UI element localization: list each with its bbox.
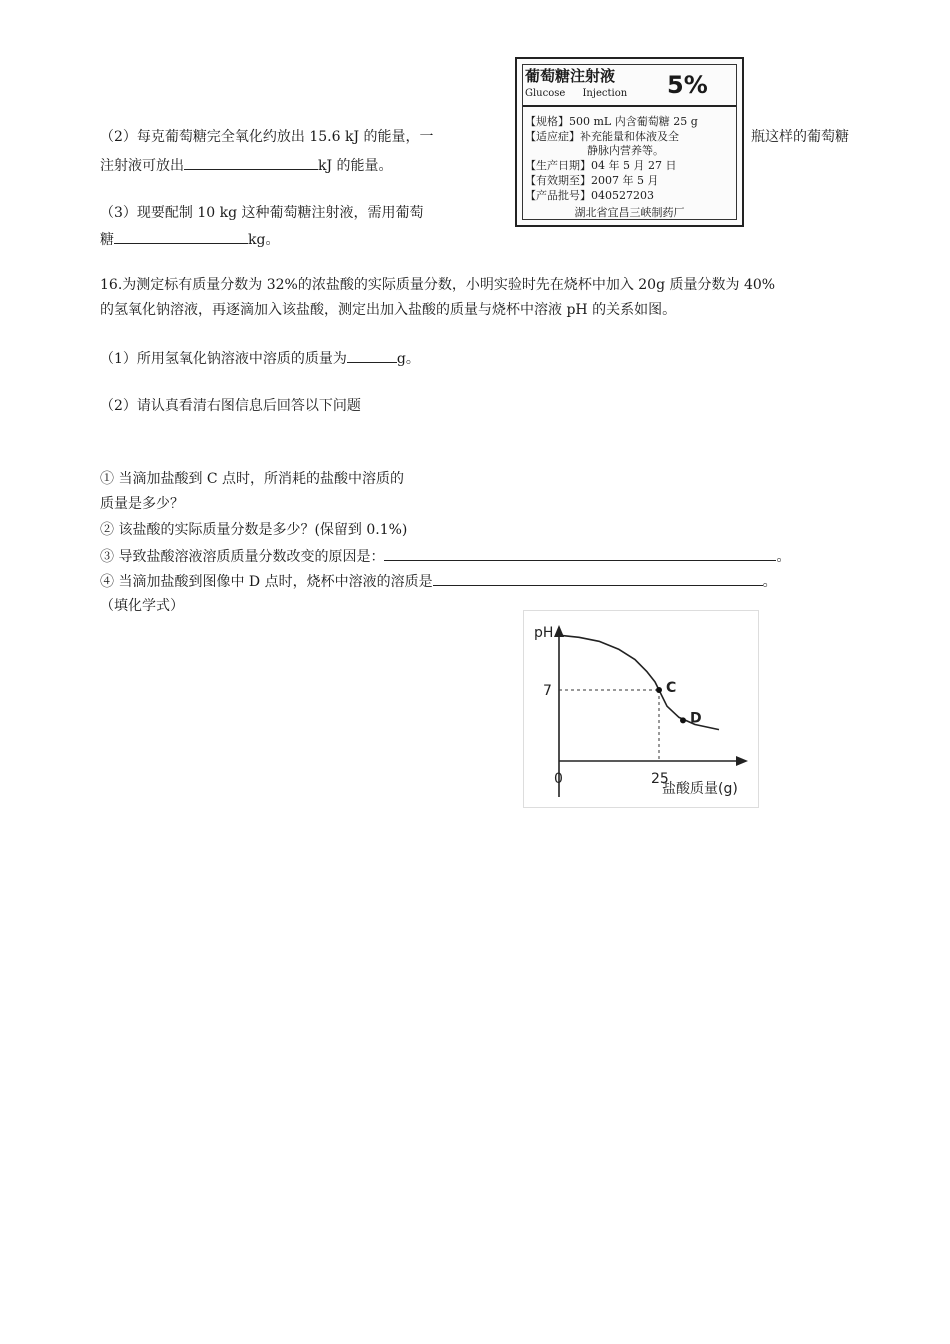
q15-part2-line1-tail [751, 127, 849, 147]
q16-sub4-text-b: 。 [762, 574, 777, 590]
answer-blank-reason[interactable] [384, 546, 776, 561]
q16-sub4-text-a: ④ 当滴加盐酸到图像中 D 点时，烧杯中溶液的溶质是 [100, 574, 433, 590]
q15-part3-line1 [100, 203, 424, 223]
label-maker: 湖北省宜昌三峡制药厂 [574, 206, 685, 219]
y-tick-label-0: 7 [543, 683, 552, 699]
q16-sub4-note [100, 596, 184, 616]
q16-intro-text-1: 16.为测定标有质量分数为 32%的浓盐酸的实际质量分数，小明实验时先在烧杯中加入 20g 质量分数为 40% [100, 277, 776, 293]
answer-blank-energy[interactable] [184, 155, 318, 170]
label-title: 葡萄糖注射液 [525, 67, 616, 85]
origin-label: 0 [554, 771, 563, 787]
q16-sub2 [100, 520, 407, 540]
ph-chart-svg [524, 611, 758, 807]
x-tick-label-0: 25 [651, 771, 669, 787]
label-english: Glucose Injection [525, 88, 628, 99]
answer-blank-naoh-mass[interactable] [347, 348, 397, 363]
q16-part2 [100, 396, 361, 416]
answer-blank-solute[interactable] [433, 571, 763, 586]
q16-sub3 [100, 546, 790, 567]
label-percent: 5% [667, 71, 708, 99]
answer-blank-glucose-mass[interactable] [114, 229, 248, 244]
q16-sub3-text-b: 。 [776, 549, 791, 565]
q15-part2-line1 [100, 127, 434, 147]
label-production-date: 【生产日期】04 年 5 月 27 日 [525, 159, 677, 172]
q15-part3-line2 [100, 229, 279, 250]
q15-part2-text-d: kJ 的能量。 [318, 158, 393, 174]
point-label-d: D [690, 710, 702, 727]
label-batch: 【产品批号】040527203 [525, 189, 654, 202]
q15-part3-text-b: 糖 [100, 232, 114, 248]
q15-part2-line2 [100, 155, 393, 176]
q15-part2-text-b: 瓶这样的葡萄糖 [751, 129, 849, 145]
x-axis-label: 盐酸质量(g) [662, 781, 738, 797]
q16-sub2-text: ② 该盐酸的实际质量分数是多少？(保留到 0.1%) [100, 522, 408, 538]
point-c [656, 687, 662, 693]
q16-sub4-text-c: （填化学式） [100, 598, 184, 614]
q15-part2-text-a: （2）每克葡萄糖完全氧化约放出 15.6 kJ 的能量，一 [100, 129, 434, 145]
q16-part1-text-a: （1）所用氢氧化钠溶液中溶质的质量为 [100, 351, 347, 367]
q16-part1 [100, 348, 420, 369]
q16-intro-2 [100, 300, 676, 320]
q15-part3-text-a: （3）现要配制 10 kg 这种葡萄糖注射液，需用葡萄 [100, 205, 424, 221]
q16-intro-text-2: 的氢氧化钠溶液，再逐滴加入该盐酸，测定出加入盐酸的质量与烧杯中溶液 pH 的关系如图。 [100, 302, 677, 318]
q16-part1-text-b: g。 [396, 351, 420, 367]
label-spec: 【规格】500 mL 内含葡萄糖 25 g [525, 115, 698, 128]
q16-intro-1 [100, 275, 775, 295]
label-indication-2: 静脉内营养等。 [587, 144, 664, 157]
point-d [680, 717, 686, 723]
q16-sub3-text-a: ③ 导致盐酸溶液溶质质量分数改变的原因是： [100, 549, 385, 565]
ph-chart [523, 610, 759, 808]
label-expiry: 【有效期至】2007 年 5 月 [525, 174, 659, 187]
q16-sub1-text-a: ① 当滴加盐酸到 C 点时，所消耗的盐酸中溶质的 [100, 471, 405, 487]
point-label-c: C [666, 680, 677, 696]
q16-sub4 [100, 571, 777, 592]
chart-marks [543, 635, 719, 787]
q15-part2-text-c: 注射液可放出 [100, 158, 184, 174]
label-indication-1: 【适应症】补充能量和体液及全 [525, 130, 679, 143]
x-axis-arrow [736, 756, 748, 766]
glucose-injection-label [515, 57, 744, 227]
y-axis-label: pH [534, 625, 554, 641]
q16-sub1-text-b: 质量是多少？ [100, 496, 184, 512]
q16-sub1-line1 [100, 469, 404, 489]
q16-part2-text: （2）请认真看清右图信息后回答以下问题 [100, 398, 361, 414]
q15-part3-text-c: kg。 [248, 232, 280, 248]
q16-sub1-line2 [100, 494, 184, 514]
label-divider [523, 105, 736, 107]
